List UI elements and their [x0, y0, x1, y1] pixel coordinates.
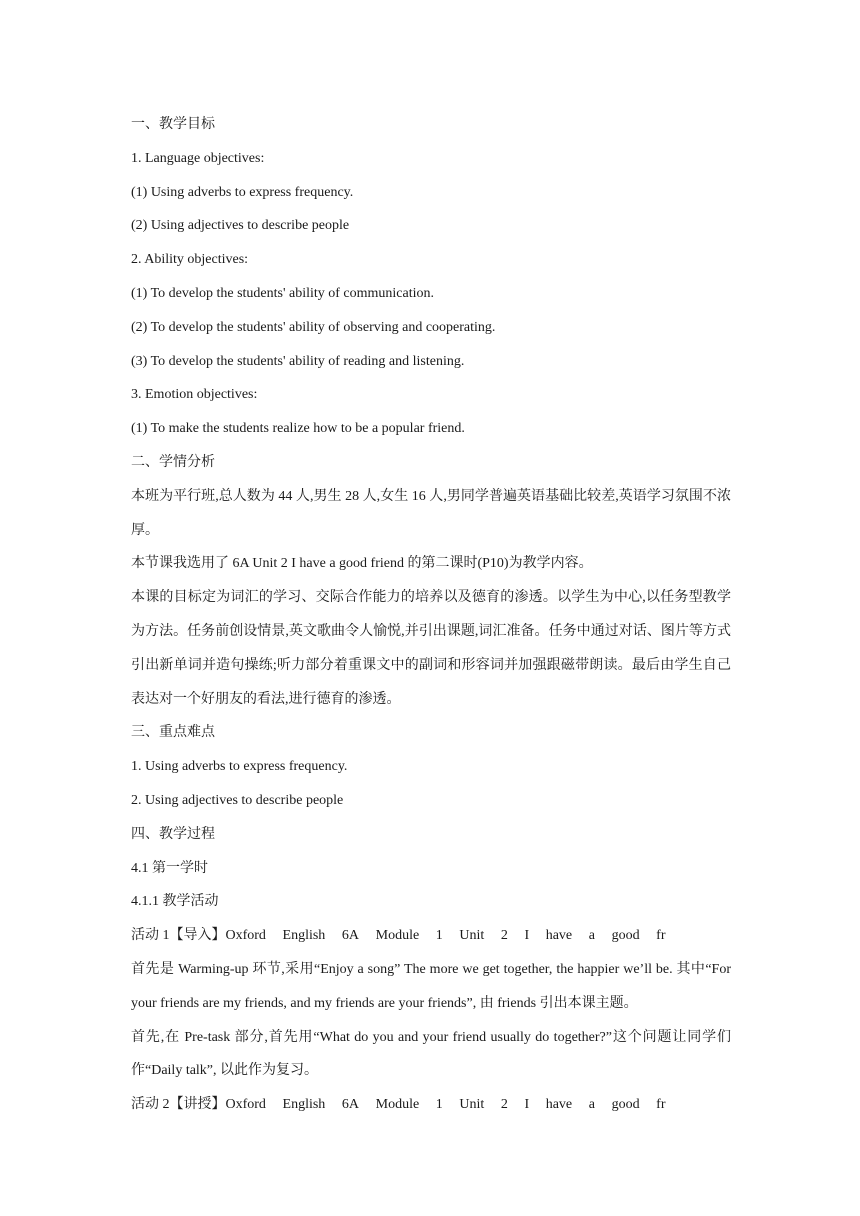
- activity-word: Module: [375, 1097, 420, 1113]
- activity-1-paragraph: 首先是 Warming-up 环节,采用“Enjoy a song” The more we get together, the happier we’ll be. 其中“For your friends are my friends, and my friends are your friends”, 由 friends 引出本课主题。: [131, 961, 731, 1011]
- objective-line: 3. Emotion objectives:: [131, 387, 258, 403]
- activity-1-paragraph: 首先,在 Pre-task 部分,首先用“What do you and your friend usually do together?”这个问题让同学们作“Daily talk”, 以此作为复习。: [131, 1029, 731, 1079]
- activity-word: 1: [435, 1097, 443, 1113]
- activity-word: good: [611, 928, 640, 944]
- activity-word: I: [524, 928, 530, 944]
- activity-word: Unit: [459, 928, 485, 944]
- objective-line: 1. Language objectives:: [131, 150, 265, 166]
- objective-line: (1) To develop the students' ability of communication.: [131, 285, 435, 301]
- objective-line: (1) To make the students realize how to be a popular friend.: [131, 421, 465, 437]
- activity-word: fr: [656, 928, 666, 944]
- section-heading-objectives: 一、教学目标: [131, 117, 215, 132]
- objective-line: (1) Using adverbs to express frequency.: [131, 184, 354, 200]
- activity-word: Oxford: [225, 928, 266, 944]
- activity-word: English: [282, 1097, 326, 1113]
- subsection-heading: 4.1.1 教学活动: [131, 894, 219, 910]
- objective-line: (3) To develop the students' ability of reading and listening.: [131, 353, 465, 369]
- activity-2-heading: [131, 1088, 731, 1122]
- activity-1-prefix: 活动 1【导入】: [131, 928, 226, 944]
- key-point-line: 2. Using adjectives to describe people: [131, 792, 344, 808]
- activity-word: a: [588, 928, 595, 944]
- analysis-paragraph: 本班为平行班,总人数为 44 人,男生 28 人,女生 16 人,男同学普遍英语基础比较差,英语学习氛围不浓厚。: [131, 488, 731, 538]
- activity-word: 6A: [341, 928, 360, 944]
- activity-word: have: [545, 1097, 573, 1113]
- activity-word: have: [545, 928, 573, 944]
- section-heading-key-points: 三、重点难点: [131, 725, 215, 741]
- activity-word: 2: [500, 1097, 508, 1113]
- activity-1-title: [226, 919, 666, 953]
- objective-line: (2) Using adjectives to describe people: [131, 218, 350, 234]
- activity-word: fr: [656, 1097, 666, 1113]
- objective-line: (2) To develop the students' ability of observing and cooperating.: [131, 319, 496, 335]
- section-heading-analysis: 二、学情分析: [131, 454, 215, 470]
- section-heading-process: 四、教学过程: [131, 826, 215, 842]
- activity-word: good: [611, 1097, 640, 1113]
- objective-line: 2. Ability objectives:: [131, 252, 249, 268]
- activity-word: a: [588, 1097, 595, 1113]
- activity-1-heading: [131, 919, 731, 953]
- activity-word: 2: [500, 928, 508, 944]
- activity-word: Unit: [459, 1097, 485, 1113]
- analysis-paragraph: 本节课我选用了 6A Unit 2 I have a good friend 的第二课时(P10)为教学内容。: [131, 556, 593, 572]
- activity-word: English: [282, 928, 326, 944]
- activity-2-prefix: 活动 2【讲授】: [131, 1097, 226, 1113]
- activity-word: 6A: [341, 1097, 360, 1113]
- key-point-line: 1. Using adverbs to express frequency.: [131, 759, 348, 775]
- activity-word: Oxford: [225, 1097, 266, 1113]
- activity-word: 1: [435, 928, 443, 944]
- activity-word: I: [524, 1097, 530, 1113]
- activity-2-title: [226, 1088, 666, 1122]
- document-page: [131, 108, 731, 1122]
- analysis-paragraph: 本课的目标定为词汇的学习、交际合作能力的培养以及德育的渗透。以学生为中心,以任务型教学为方法。任务前创设情景,英文歌曲令人愉悦,并引出课题,词汇准备。任务中通过对话、图片等方式引出新单词并造句操练;听力部分着重课文中的副词和形容词并加强跟磁带朗读。最后由学生自己表达对一个好朋友的看法,进行德育的渗透。: [131, 590, 731, 707]
- activity-word: Module: [375, 928, 420, 944]
- subsection-heading: 4.1 第一学时: [131, 860, 208, 876]
